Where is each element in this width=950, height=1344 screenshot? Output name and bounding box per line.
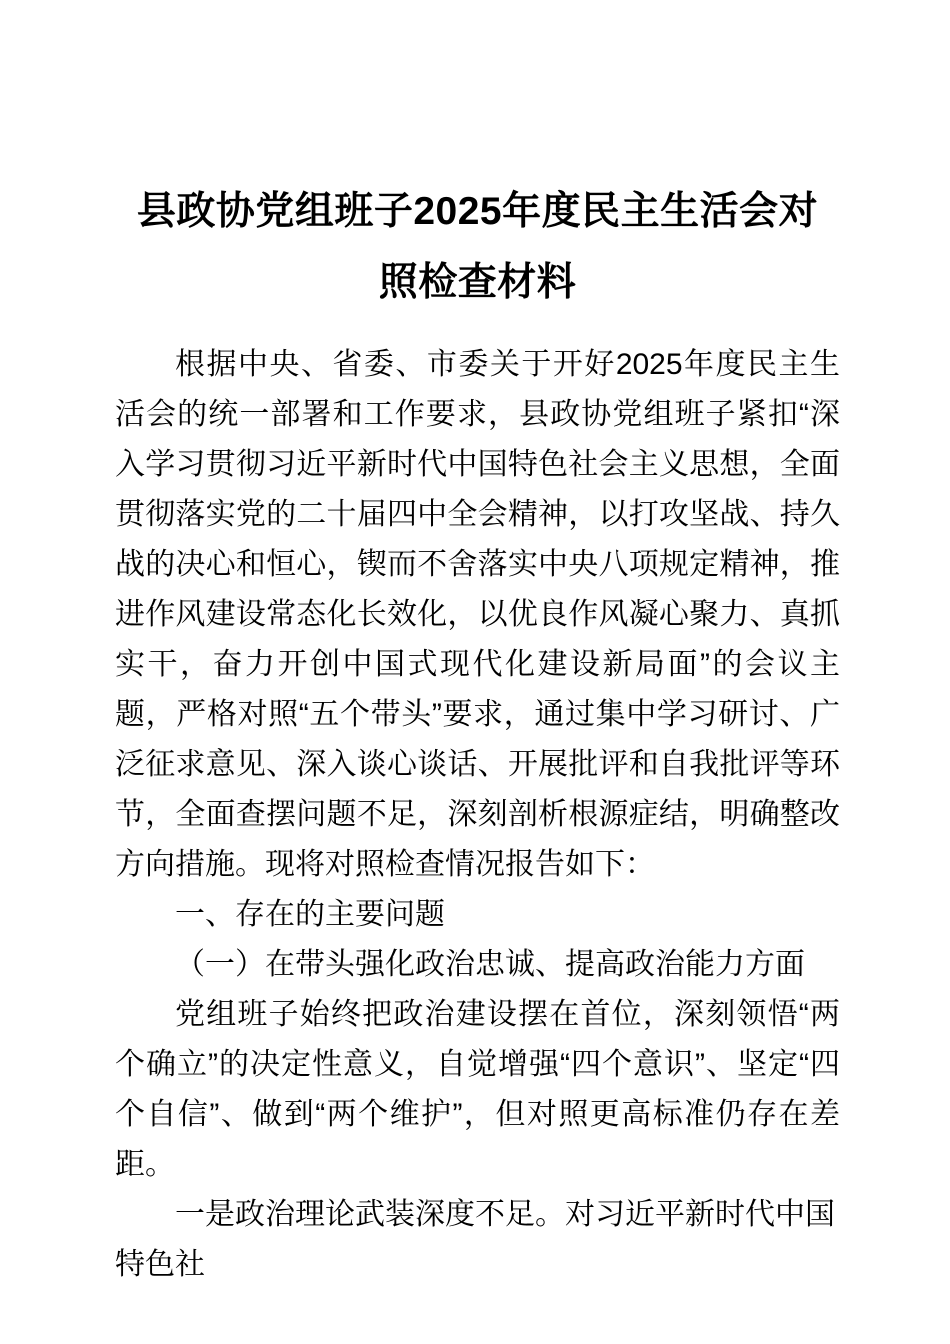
document-body bbox=[115, 340, 840, 1290]
paragraph-intro: 根据中央、省委、市委关于开好2025年度民主生活会的统一部署和工作要求，县政协党组班子紧扣“深入学习贯彻习近平新时代中国特色社会主义思想，全面贯彻落实党的二十届四中全会精神，以打攻坚战、持久战的决心和恒心，锲而不舍落实中央八项规定精神，推进作风建设常态化长效化，以优良作风凝心聚力、真抓实干，奋力开创中国式现代化建设新局面”的会议主题，严格对照“五个带头”要求，通过集中学习研讨、广泛征求意见、深入谈心谈话、开展批评和自我批评等环节，全面查摆问题不足，深刻剖析根源症结，明确整改方向措施。现将对照检查情况报告如下： bbox=[115, 348, 840, 881]
paragraph-point-one: 一是政治理论武装深度不足。对习近平新时代中国特色社 bbox=[115, 1198, 835, 1281]
heading-section-one: 一、存在的主要问题 bbox=[175, 898, 445, 931]
paragraph-subsection-one-1-body: 党组班子始终把政治建设摆在首位，深刻领悟“两个确立”的决定性意义，自觉增强“四个意识”、坚定“四个自信”、做到“两个维护”，但对照更高标准仍存在差距。 bbox=[115, 998, 840, 1181]
page-title: 县政协党组班子2025年度民主生活会对照检查材料 bbox=[136, 190, 819, 304]
heading-subsection-one-1: （一）在带头强化政治忠诚、提高政治能力方面 bbox=[175, 948, 805, 981]
